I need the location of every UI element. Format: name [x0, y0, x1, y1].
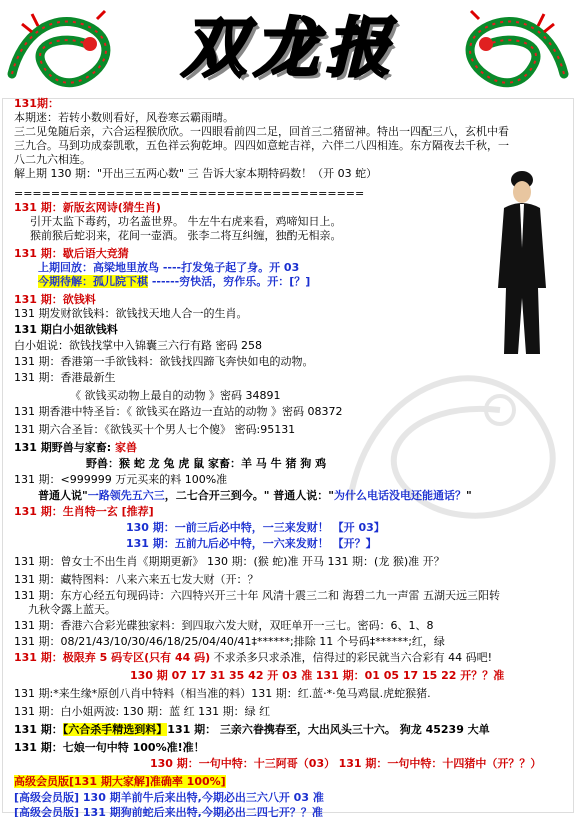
text-line: [0, 125, 576, 139]
text-line: [0, 589, 576, 603]
text-segment: 今期待解：孤儿院下棋: [38, 275, 148, 288]
text-segment: 九秋令露上蓝天。: [28, 603, 116, 616]
text-line: [0, 651, 576, 665]
text-segment: 130 期：一句中特：十三阿哥（03）: [150, 757, 336, 770]
text-segment: 【六合杀手精选到料】: [62, 723, 168, 736]
text-line: [0, 489, 576, 503]
text-line: [0, 293, 576, 307]
text-line: [0, 603, 576, 617]
text-line: [0, 555, 576, 569]
text-segment: 131 期：极限弃 5 码专区(只有 44 码): [14, 651, 211, 664]
text-line: [0, 687, 576, 701]
text-segment: 131 期：东方心经五句现码诗：六四特兴开三十年 风清十震三二和 海碧二九一声雷 五湖天远三阳转: [14, 589, 500, 602]
text-line: [0, 201, 576, 215]
text-segment: 上期回放：高梁地里放鸟 ----打发兔子起了身。开 03: [38, 261, 300, 274]
text-segment: 本期迷：若转小数则看好，风卷寒云霸雨晴。: [14, 111, 234, 124]
text-segment: 131 期野兽与家畜:: [14, 441, 116, 454]
text-segment: 131 期：08/21/43/10/30/46/18/25/04/40/41‡******;排除 11 个号码‡******;红，绿: [14, 635, 445, 648]
text-line: [0, 261, 576, 275]
text-segment: 131 期：01 05 17 15 22 开？？准: [315, 669, 505, 682]
text-line: [0, 441, 576, 455]
text-segment: 131 期：欲钱料: [14, 293, 96, 306]
text-segment: 130 期 07 17 31 35 42 开 03 准: [130, 669, 313, 682]
text-segment: 不求杀多只求杀准，信得过的彩民就当六合彩有 44 码吧!: [210, 651, 493, 664]
text-line: [0, 775, 576, 789]
text-segment: 普通人说": [38, 489, 88, 502]
text-line: [0, 187, 576, 201]
text-segment: ": [466, 489, 472, 502]
text-line: [0, 405, 576, 419]
text-line: [0, 355, 576, 369]
text-segment: 131 期：白小姐两波: 130 期：蓝 红 131 期：绿 红: [14, 705, 271, 718]
text-segment: 131 期：香港最新生: [14, 371, 116, 384]
text-line: [0, 505, 576, 519]
text-segment: [高级会员版] 130 期羊前牛后来出特,今期必出三六八开 03 准: [14, 791, 324, 804]
text-segment: 131 期:*来生缘*原创八肖中特料（相当准的料）131 期：红.蓝·*·兔马鸡鼠.虎蛇猴猪.: [14, 687, 431, 700]
left-dragon-icon: [2, 4, 122, 92]
text-line: [0, 339, 576, 353]
text-segment: ======================================: [14, 187, 365, 200]
right-dragon-icon: [454, 4, 574, 92]
text-line: [0, 635, 576, 649]
masthead: [0, 0, 576, 98]
text-line: [0, 215, 576, 229]
text-segment: 猴前猴后蛇羽来，花间一壶酒。 张李二将互纠缠，独酌无相亲。: [30, 229, 342, 242]
text-segment: 131 期六合圣旨：《欲钱买十个男人七个傻》 密码:95131: [14, 423, 296, 436]
text-line: [0, 669, 576, 683]
text-segment: 高级会员版[131 期大家解]准确率 100%]: [14, 775, 226, 788]
text-segment: 131 期发财欲钱料：欲钱找天地人合一的生肖。: [14, 307, 248, 320]
text-line: [0, 247, 576, 261]
text-segment: 131 期：五前九后必中特，一六来发财！ 【开？】: [126, 537, 377, 550]
text-segment: 131 期：生肖特一玄 [推荐]: [14, 505, 154, 518]
text-line: [0, 705, 576, 719]
text-segment: 131 期：新版玄网诗(猜生肖): [14, 201, 161, 214]
text-line: [0, 167, 576, 181]
text-segment: 131 期：曾女士不出生肖《期期更新》 130 期：(猴 蛇)准 开马 131 期：(龙 猴)准 开？: [14, 555, 445, 568]
text-segment: 家兽: [115, 441, 138, 454]
text-segment: 三九合。马到功成泰凯歌，五色祥云狗乾坤。四四如意蛇吉祥，六伴二八四相连。东方隔夜去千秋，一: [14, 139, 509, 152]
text-line: [0, 423, 576, 437]
text-segment: 131 期：七娘一句中特 100%准!准！: [14, 741, 205, 754]
text-line: [0, 537, 576, 551]
text-segment: 131 期：: [14, 723, 63, 736]
text-segment: 131 期香港中特圣旨：《 欲钱买在路边一直站的动物 》密码 08372: [14, 405, 343, 418]
text-segment: 131 期：歇后语大竞猜: [14, 247, 129, 260]
text-segment: 130 期：一前三后必中特，一三来发财！ 【开 03】: [126, 521, 385, 534]
text-segment: 131期：: [14, 97, 59, 110]
text-segment: 野兽：猴 蛇 龙 兔 虎 鼠 家畜：羊 马 牛 猪 狗 鸡: [86, 457, 327, 470]
text-line: [0, 323, 576, 337]
text-line: [0, 97, 576, 111]
text-segment: 解上期 130 期："开出三五两心数" 三 告诉大家本期特码数！（开 03 蛇）: [14, 167, 378, 180]
text-line: [0, 723, 576, 737]
text-line: [0, 275, 576, 289]
text-line: [0, 791, 576, 805]
text-segment: 131 期：一句中特：十四猪中（开？？）: [338, 757, 542, 770]
text-segment: 131 期白小姐欲钱料: [14, 323, 118, 336]
text-line: [0, 619, 576, 633]
text-line: [0, 741, 576, 755]
text-line: [0, 521, 576, 535]
text-segment: 131 期：藏特图料：八来六来五七发大财（开：？: [14, 573, 259, 586]
text-line: [0, 307, 576, 321]
text-segment: 一路领先五六三: [87, 489, 165, 502]
text-line: [0, 389, 576, 403]
text-segment: ，二七合开三到今。" 普通人说：": [164, 489, 335, 502]
text-line: [0, 473, 576, 487]
text-segment: 为什么电话没电还能通话？: [334, 489, 467, 502]
text-line: [0, 371, 576, 385]
text-segment: 131 期：<999999 万元买来的料 100%准: [14, 473, 228, 486]
text-line: [0, 111, 576, 125]
text-line: [0, 573, 576, 587]
text-segment: ------穷快活，穷作乐。开：[？]: [148, 275, 311, 288]
text-segment: [高级会员版] 131 期狗前蛇后来出特,今期必出二四七开？？准: [14, 806, 323, 817]
masthead-title: 双龙报: [182, 11, 398, 86]
text-line: [0, 757, 576, 771]
text-segment: 131 期：香港六合彩光碟独家料：到四取六发大财，双旺单开一三七。密码：6、1、8: [14, 619, 434, 632]
text-line: [0, 229, 576, 243]
text-segment: 《 欲钱买动物上最自的动物 》密码 34891: [70, 389, 281, 402]
text-segment: 131 期： 三亲六眷携春至，大出风头三十六。 狗龙 45239 大单: [167, 723, 490, 736]
text-segment: 131 期：香港第一手欲钱料：欲钱找四蹄飞奔快如电的动物。: [14, 355, 314, 368]
text-line: [0, 806, 576, 817]
text-segment: 三二见兔随后亲，六合运程猴欣欣。一四眼看前四二足，回首三二猪留神。特出一四配三八，玄机中看: [14, 125, 509, 138]
text-segment: 八二九六相连。: [14, 153, 91, 166]
text-segment: 引开太监下毒药，功名盖世界。 牛左牛右虎来看，鸡啼知日上。: [30, 215, 342, 228]
text-line: [0, 153, 576, 167]
text-line: [0, 457, 576, 471]
text-line: [0, 139, 576, 153]
text-segment: 白小姐说：欲钱找掌中入锦囊三六行有路 密码 258: [14, 339, 262, 352]
